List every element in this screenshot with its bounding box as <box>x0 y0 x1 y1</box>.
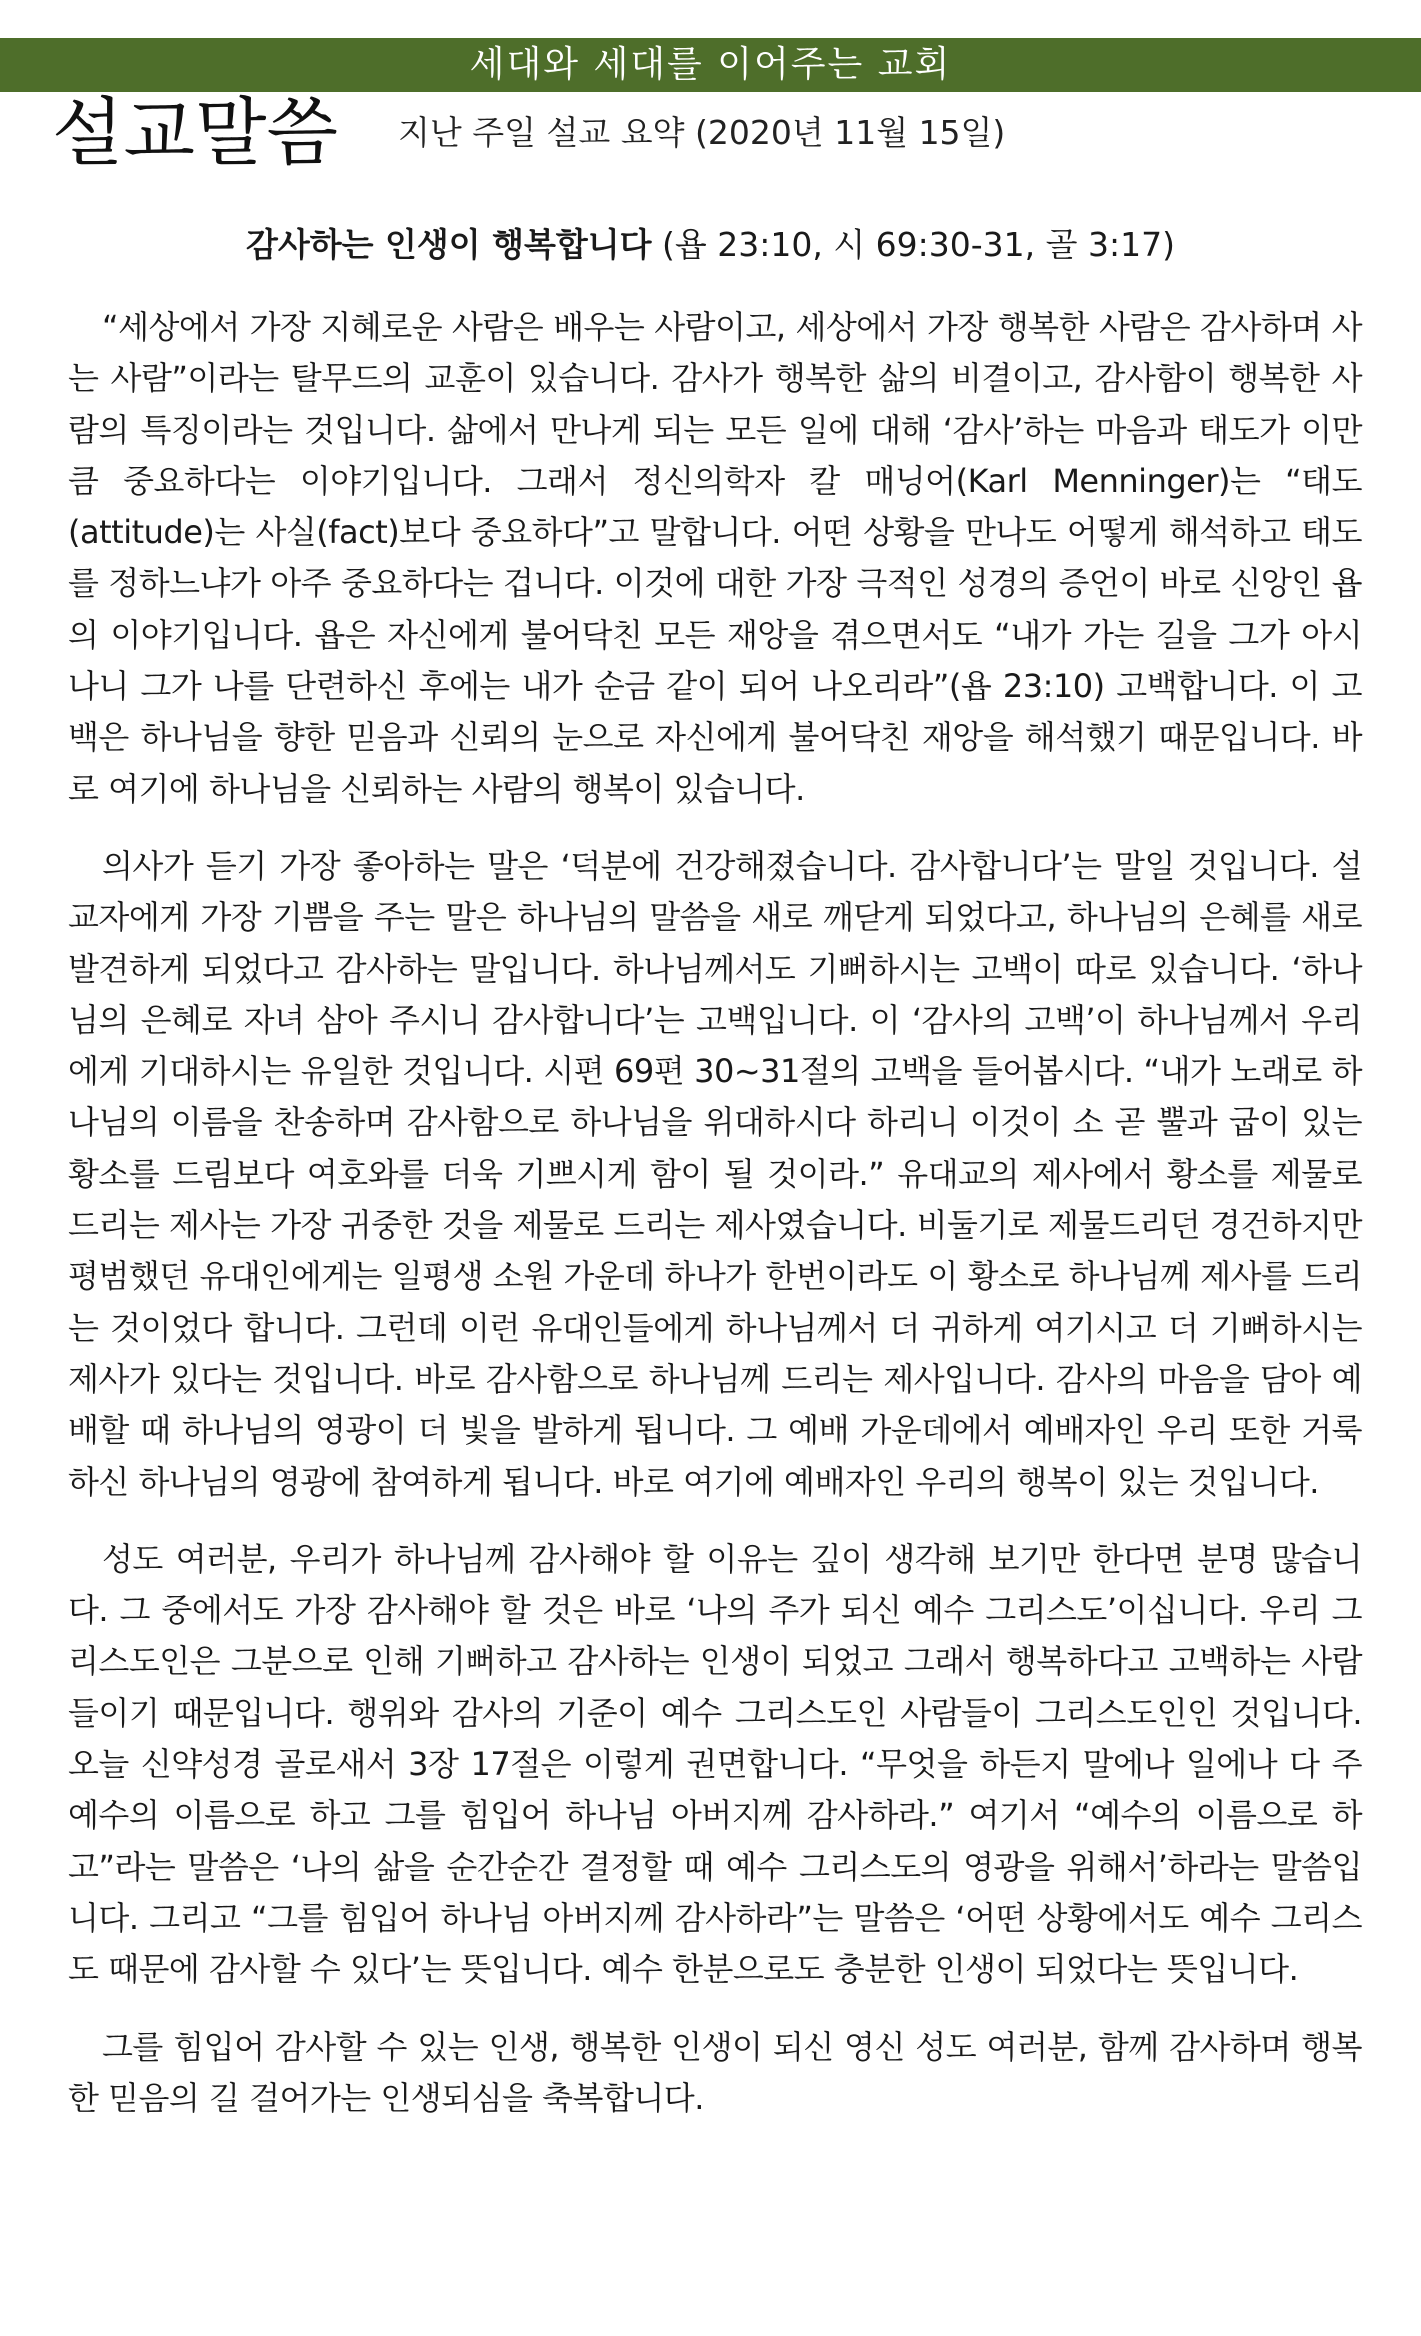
sermon-references: (욥 23:10, 시 69:30-31, 골 3:17) <box>661 225 1176 264</box>
paragraph: 의사가 듣기 가장 좋아하는 말은 ‘덕분에 건강해졌습니다. 감사합니다’는 말일 것입니다. 설교자에게 가장 기쁨을 주는 말은 하나님의 말씀을 새로 깨닫게 되었다고, 하나님의 은혜를 새로 발견하게 되었다고 감사하는 말입니다. 하나님께서도 기뻐하시는 고백이 따로 있습니다. ‘하나님의 은혜로 자녀 삼아 주시니 감사합니다’는 고백입니다. 이 ‘감사의 고백’이 하나님께서 우리에게 기대하시는 유일한 것입니다. 시편 69편 30~31절의 고백을 들어봅시다. “내가 노래로 하나님의 이름을 찬송하며 감사함으로 하나님을 위대하시다 하리니 이것이 소 곧 뿔과 굽이 있는 황소를 드림보다 여호와를 더욱 기쁘시게 함이 될 것이라.” 유대교의 제사에서 황소를 제물로 드리는 제사는 가장 귀중한 것을 제물로 드리는 제사였습니다. 비둘기로 제물드리던 경건하지만 평범했던 유대인에게는 일평생 소원 가운데 하나가 한번이라도 이 황소로 하나님께 제사를 드리는 것이었다 합니다. 그런데 이런 유대인들에게 하나님께서 더 귀하게 여기시고 더 기뻐하시는 제사가 있다는 것입니다. 바로 감사함으로 하나님께 드리는 제사입니다. 감사의 마음을 담아 예배할 때 하나님의 영광이 더 빛을 발하게 됩니다. 그 예배 가운데에서 예배자인 우리 또한 거룩하신 하나님의 영광에 참여하게 됩니다. 바로 여기에 예배자인 우리의 행복이 있는 것입니다. <box>68 846 1362 1501</box>
church-banner: 세대와 세대를 이어주는 교회 <box>0 38 1421 92</box>
page-subtitle: 지난 주일 설교 요약 (2020년 11월 15일) <box>398 113 1006 152</box>
sermon-title: 감사하는 인생이 행복합니다 <box>245 225 652 264</box>
paragraph: 성도 여러분, 우리가 하나님께 감사해야 할 이유는 깊이 생각해 보기만 한다면 분명 많습니다. 그 중에서도 가장 감사해야 할 것은 바로 ‘나의 주가 되신 예수 그리스도’이십니다. 우리 그리스도인은 그분으로 인해 기뻐하고 감사하는 인생이 되었고 그래서 행복하다고 고백하는 사람들이기 때문입니다. 행위와 감사의 기준이 예수 그리스도인 사람들이 그리스도인인 것입니다. 오늘 신약성경 골로새서 3장 17절은 이렇게 권면합니다. “무엇을 하든지 말에나 일에나 다 주 예수의 이름으로 하고 그를 힘입어 하나님 아버지께 감사하라.” 여기서 “예수의 이름으로 하고”라는 말씀은 ‘나의 삶을 순간순간 결정할 때 예수 그리스도의 영광을 위해서’하라는 말씀입니다. 그리고 “그를 힘입어 하나님 아버지께 감사하라”는 말씀은 ‘어떤 상황에서도 예수 그리스도 때문에 감사할 수 있다’는 뜻입니다. 예수 한분으로도 충분한 인생이 되었다는 뜻입니다. <box>68 1539 1362 1989</box>
paragraph: “세상에서 가장 지혜로운 사람은 배우는 사람이고, 세상에서 가장 행복한 사람은 감사하며 사는 사람”이라는 탈무드의 교훈이 있습니다. 감사가 행복한 삶의 비결이고, 감사함이 행복한 사람의 특징이라는 것입니다. 삶에서 만나게 되는 모든 일에 대해 ‘감사’하는 마음과 태도가 이만큼 중요하다는 이야기입니다. 그래서 정신의학자 칼 매닝어(Karl Menninger)는 “태도(attitude)는 사실(fact)보다 중요하다”고 말합니다. 어떤 상황을 만나도 어떻게 해석하고 태도를 정하느냐가 아주 중요하다는 겁니다. 이것에 대한 가장 극적인 성경의 증언이 바로 신앙인 욥의 이야기입니다. 욥은 자신에게 불어닥친 모든 재앙을 겪으면서도 “내가 가는 길을 그가 아시나니 그가 나를 단련하신 후에는 내가 순금 같이 되어 나오리라”(욥 23:10) 고백합니다. 이 고백은 하나님을 향한 믿음과 신뢰의 눈으로 자신에게 불어닥친 재앙을 해석했기 때문입니다. 바로 여기에 하나님을 신뢰하는 사람의 행복이 있습니다. <box>68 308 1362 808</box>
paragraph: 그를 힘입어 감사할 수 있는 인생, 행복한 인생이 되신 영신 성도 여러분, 함께 감사하며 행복한 믿음의 길 걸어가는 인생되심을 축복합니다. <box>68 2027 1362 2117</box>
sermon-heading <box>0 222 1421 268</box>
sermon-body <box>68 302 1362 2150</box>
page-title: 설교말씀 <box>52 90 338 176</box>
